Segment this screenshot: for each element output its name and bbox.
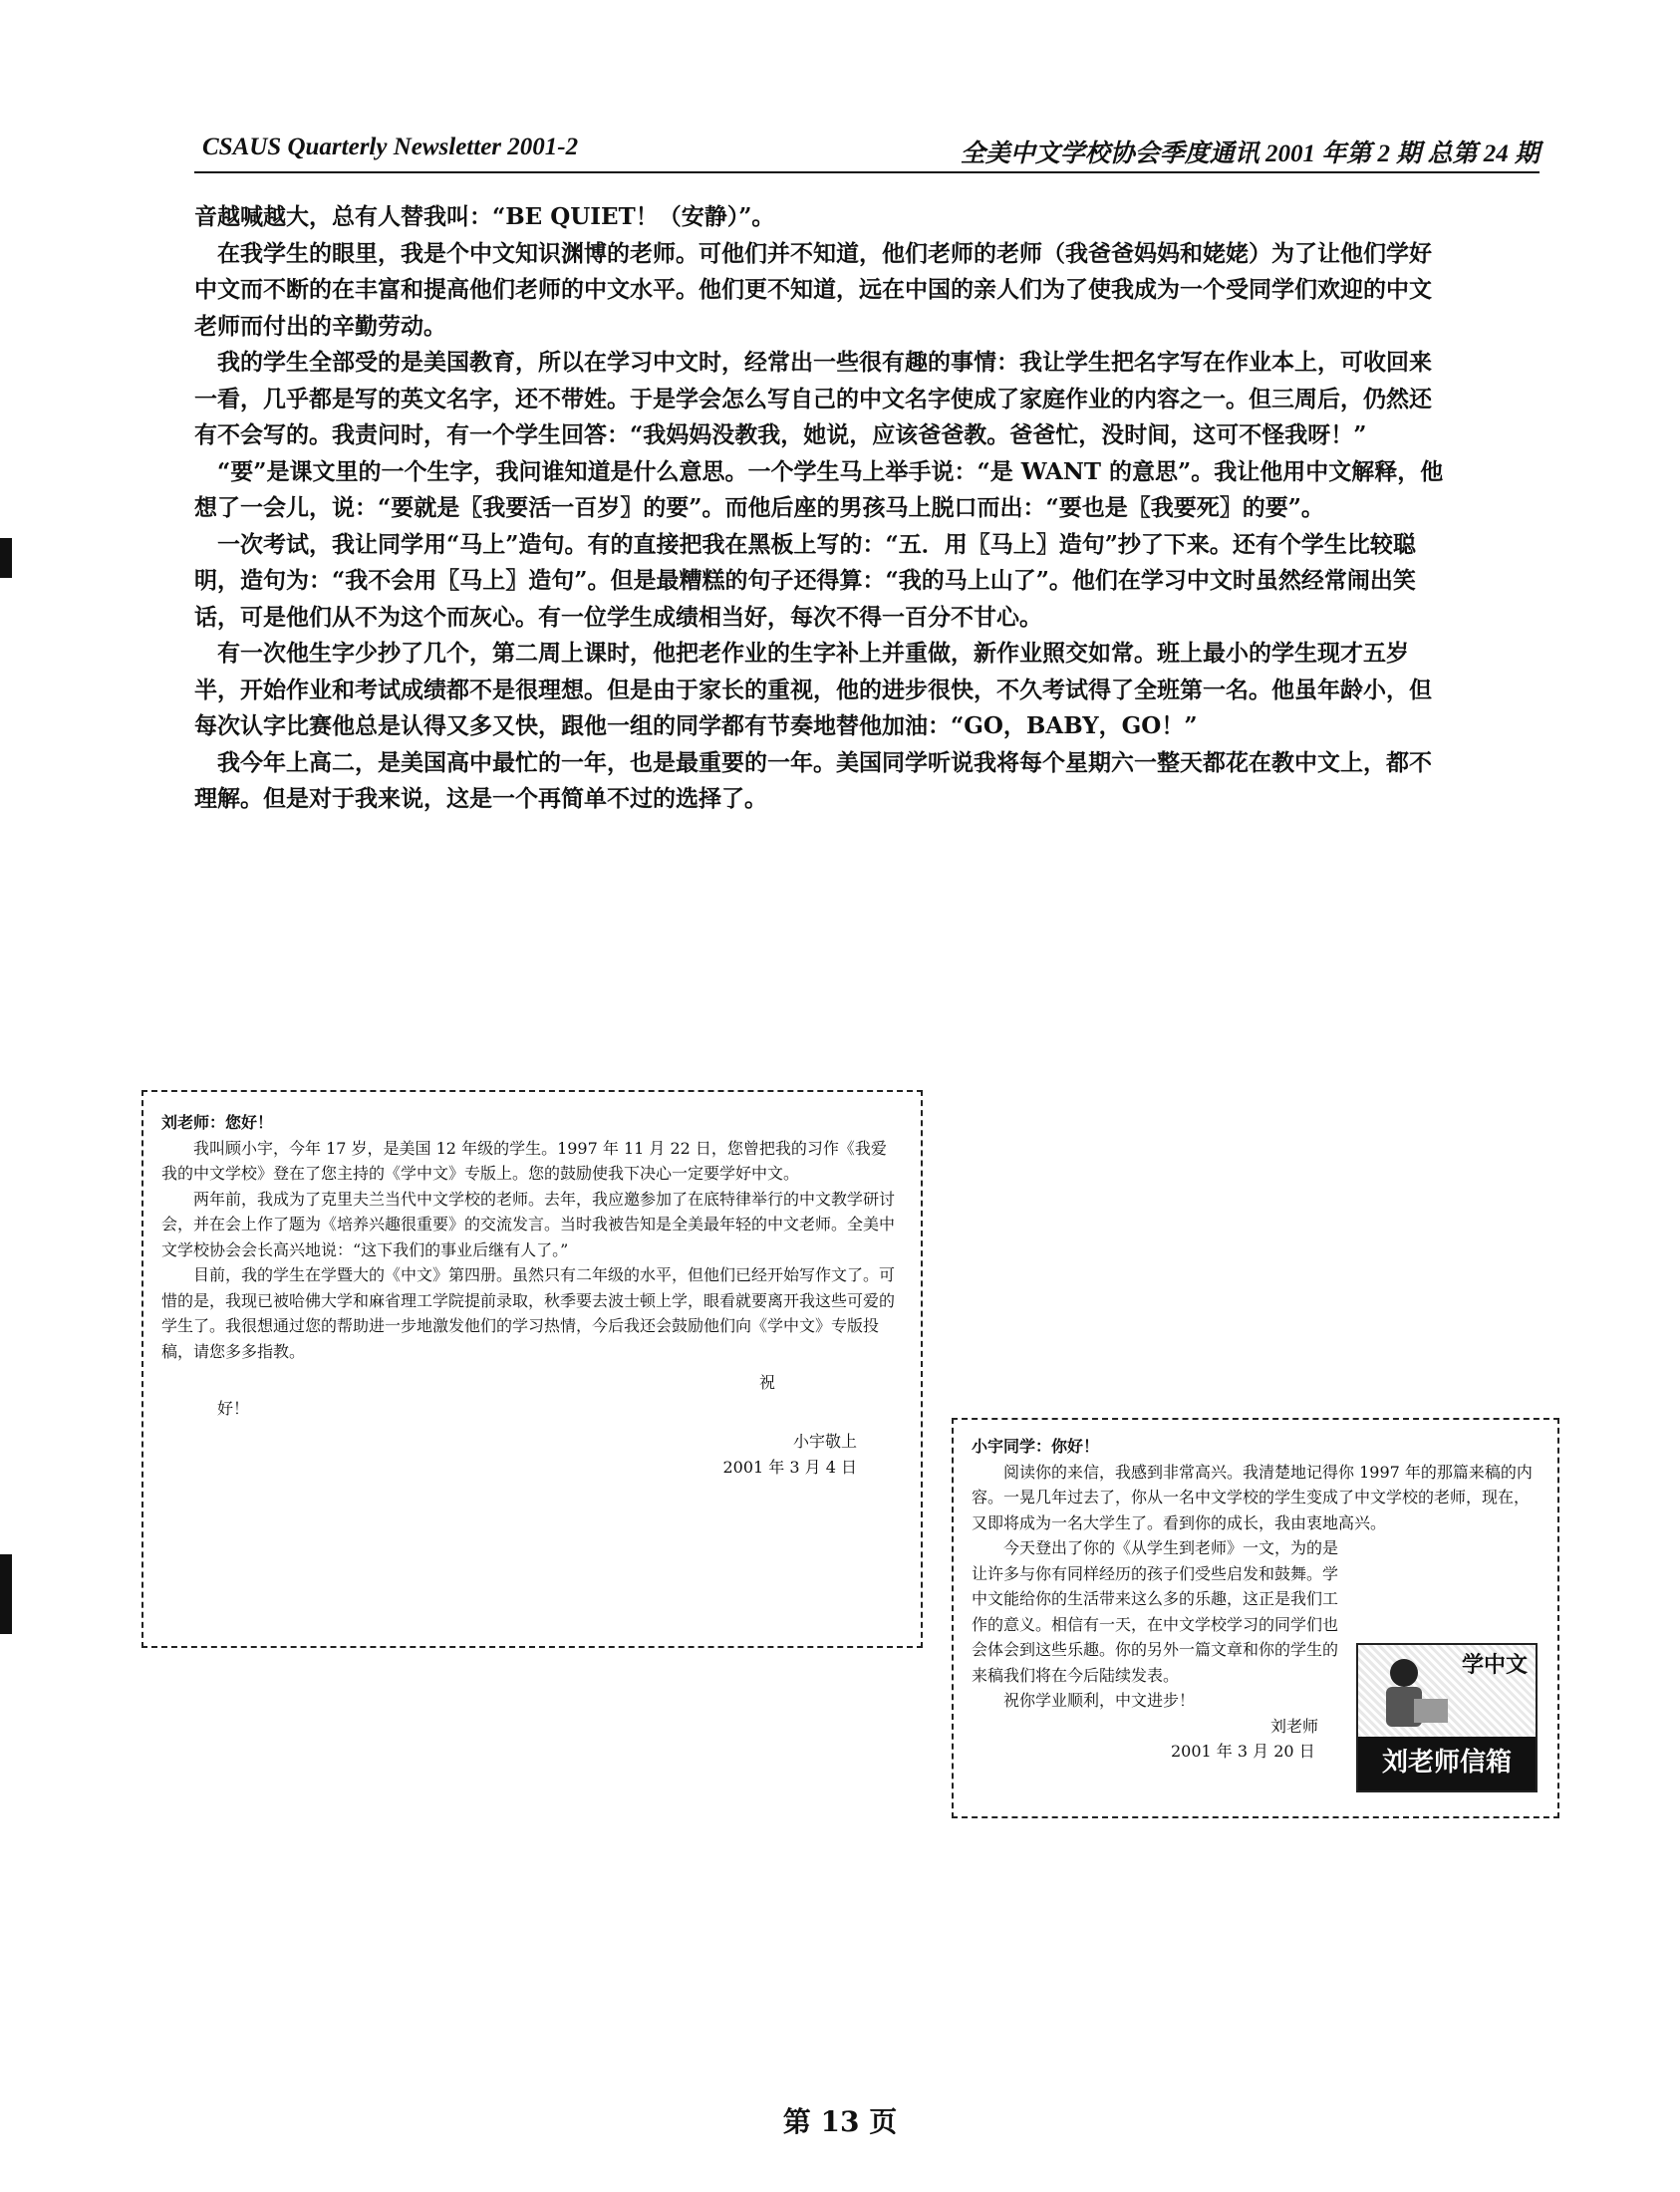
- letter-salutation: 刘老师：您好！: [161, 1113, 274, 1132]
- reply-closing: 祝你学业顺利，中文进步！: [1003, 1691, 1196, 1710]
- article-paragraph: “要”是课文里的一个生字，我问谁知道是什么意思。一个学生马上举手说：“是 WANT 的意思”。我让他用中文解释，他想了一会儿，说：“要就是〖我要活一百岁〗的要”。而他后座的男孩马上脱口而出：“要也是〖我要死〗的要”。: [194, 457, 1444, 521]
- article-paragraph: 有一次他生字少抄了几个，第二周上课时，他把老作业的生字补上并重做，新作业照交如常。班上最小的学生现才五岁半，开始作业和考试成绩都不是很理想。但是由于家长的重视，他的进步很快，不久考试得了全班第一名。他虽年龄小，但每次认字比赛他总是认得又多又快，跟他一组的同学都有节奏地替他加油：“GO，BABY，GO！”: [194, 640, 1432, 739]
- article-paragraph: 在我学生的眼里，我是个中文知识渊博的老师。可他们并不知道，他们老师的老师（我爸爸妈妈和姥姥）为了让他们学好中文而不断的在丰富和提高他们老师的中文水平。他们更不知道，远在中国的亲人们为了使我成为一个受同学们欢迎的中文老师而付出的辛勤劳动。: [194, 239, 1432, 340]
- reply-date: 2001 年 3 月 20 日: [1171, 1742, 1315, 1761]
- logo-title: 学中文: [1461, 1652, 1528, 1678]
- page-header: [194, 128, 1540, 173]
- header-newsletter-name: CSAUS Quarterly Newsletter 2001-2: [202, 134, 579, 160]
- header-issue-info: 全美中文学校协会季度通讯 2001 年第 2 期 总第 24 期: [960, 140, 1540, 167]
- reply-letter-box: [952, 1418, 1559, 1818]
- letter-signature: 小宇敬上: [792, 1432, 857, 1451]
- article-body: [194, 199, 1450, 818]
- article-paragraph: 我的学生全部受的是美国教育，所以在学习中文时，经常出一些很有趣的事情：我让学生把名字写在作业本上，可收回来一看，几乎都是写的英文名字，还不带姓。于是学会怎么写自己的中文名字使成了家庭作业的内容之一。但三周后，仍然还有不会写的。我责问时，有一个学生回答：“我妈妈没教我，她说，应该爸爸教。爸爸忙，没时间，这可不怪我呀！”: [194, 349, 1432, 448]
- page-number: 第 13 页: [782, 2105, 898, 2138]
- letter-paragraph: 目前，我的学生在学暨大的《中文》第四册。虽然只有二年级的水平，但他们已经开始写作文了。可惜的是，我现已被哈佛大学和麻省理工学院提前录取，秋季要去波士顿上学，眼看就要离开我这些可爱的学生了。我很想通过您的帮助进一步地激发他们的学习热情，今后我还会鼓励他们向《学中文》专版投稿，请您多多指教。: [161, 1265, 896, 1361]
- reply-paragraph: 阅读你的来信，我感到非常高兴。我清楚地记得你 1997 年的那篇来稿的内容。一晃几年过去了，你从一名中文学校的学生变成了中文学校的老师，现在，又即将成为一名大学生了。看到你的成长，我由衷地高兴。: [972, 1462, 1533, 1532]
- teacher-illustration-icon: [1364, 1647, 1454, 1735]
- scan-margin-mark: [0, 1554, 12, 1634]
- scan-margin-mark: [0, 538, 12, 578]
- reply-signature: 刘老师: [1270, 1716, 1319, 1736]
- teacher-mailbox-logo: [1356, 1643, 1538, 1792]
- article-paragraph: 一次考试，我让同学用“马上”造句。有的直接把我在黑板上写的：“五．用〖马上〗造句”抄了下来。还有个学生比较聪明，造句为：“我不会用〖马上〗造句”。但是最糟糕的句子还得算：“我的马上山了”。他们在学习中文时虽然经常闹出笑话，可是他们从不为这个而灰心。有一位学生成绩相当好，每次不得一百分不甘心。: [194, 530, 1416, 631]
- letter-paragraph: 我叫顾小宇，今年 17 岁，是美国 12 年级的学生。1997 年 11 月 22 日，您曾把我的习作《我爱我的中文学校》登在了您主持的《学中文》专版上。您的鼓励使我下决心一定要学好中文。: [161, 1138, 887, 1183]
- article-paragraph: 音越喊越大，总有人替我叫：“BE QUIET！（安静）”。: [194, 203, 775, 230]
- letter-closing: 祝: [759, 1373, 776, 1392]
- article-paragraph: 我今年上高二，是美国高中最忙的一年，也是最重要的一年。美国同学听说我将每个星期六一整天都花在教中文上，都不理解。但是对于我来说，这是一个再简单不过的选择了。: [194, 748, 1432, 812]
- reply-salutation: 小宇同学：你好！: [972, 1437, 1100, 1456]
- letter-to-teacher-box: [141, 1090, 923, 1648]
- logo-caption: 刘老师信箱: [1358, 1737, 1536, 1790]
- letter-closing: 好！: [217, 1398, 250, 1418]
- letter-paragraph: 两年前，我成为了克里夫兰当代中文学校的老师。去年，我应邀参加了在底特律举行的中文教学研讨会，并在会上作了题为《培养兴趣很重要》的交流发言。当时我被告知是全美最年轻的中文老师。全美中文学校协会会长高兴地说：“这下我们的事业后继有人了。”: [161, 1189, 896, 1259]
- logo-illustration: [1358, 1645, 1536, 1737]
- letter-date: 2001 年 3 月 4 日: [722, 1457, 857, 1477]
- reply-paragraph: 今天登出了你的《从学生到老师》一文，为的是让许多与你有同样经历的孩子们受些启发和鼓舞。学中文能给你的生活带来这么多的乐趣，这正是我们工作的意义。相信有一天，在中文学校学习的同学们也会体会到这些乐趣。你的另外一篇文章和你的学生的来稿我们将在今后陆续发表。: [972, 1538, 1339, 1685]
